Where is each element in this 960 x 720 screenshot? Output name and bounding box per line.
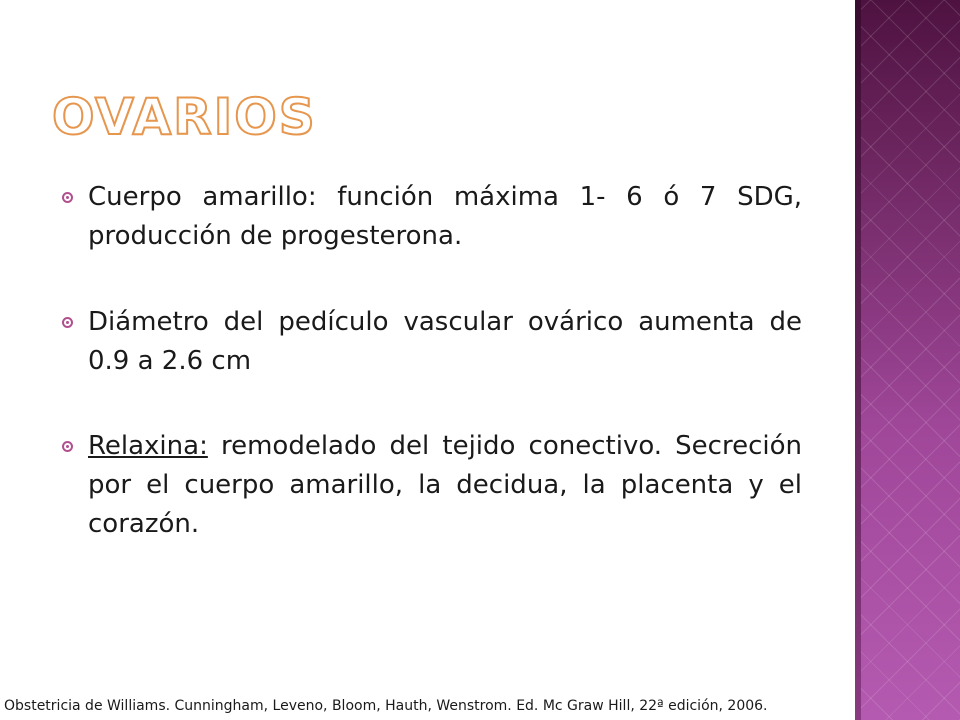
circle-bullet-icon [62,192,73,203]
circle-bullet-icon [62,441,73,452]
decorative-side-panel [855,0,960,720]
citation: Obstetricia de Williams. Cunningham, Leveno, Bloom, Hauth, Wenstrom. Ed. Mc Graw Hill, 22ª edición, 2006. [4,698,768,714]
bullet-underlined-term: Relaxina: [88,431,208,461]
bullet-item [62,178,802,256]
slide-title: OVARIOS [52,88,317,146]
bullet-item [62,303,802,381]
circle-bullet-icon [62,317,73,328]
bullet-text: remodelado del tejido conectivo. Secreción por el cuerpo amarillo, la decidua, la placenta y el corazón. [88,431,802,539]
bullet-item [62,427,802,544]
bullet-list [62,178,802,591]
bullet-text: Diámetro del pedículo vascular ovárico aumenta de 0.9 a 2.6 cm [88,307,802,376]
bullet-text: Cuerpo amarillo: función máxima 1- 6 ó 7 SDG, producción de progesterona. [88,182,802,251]
